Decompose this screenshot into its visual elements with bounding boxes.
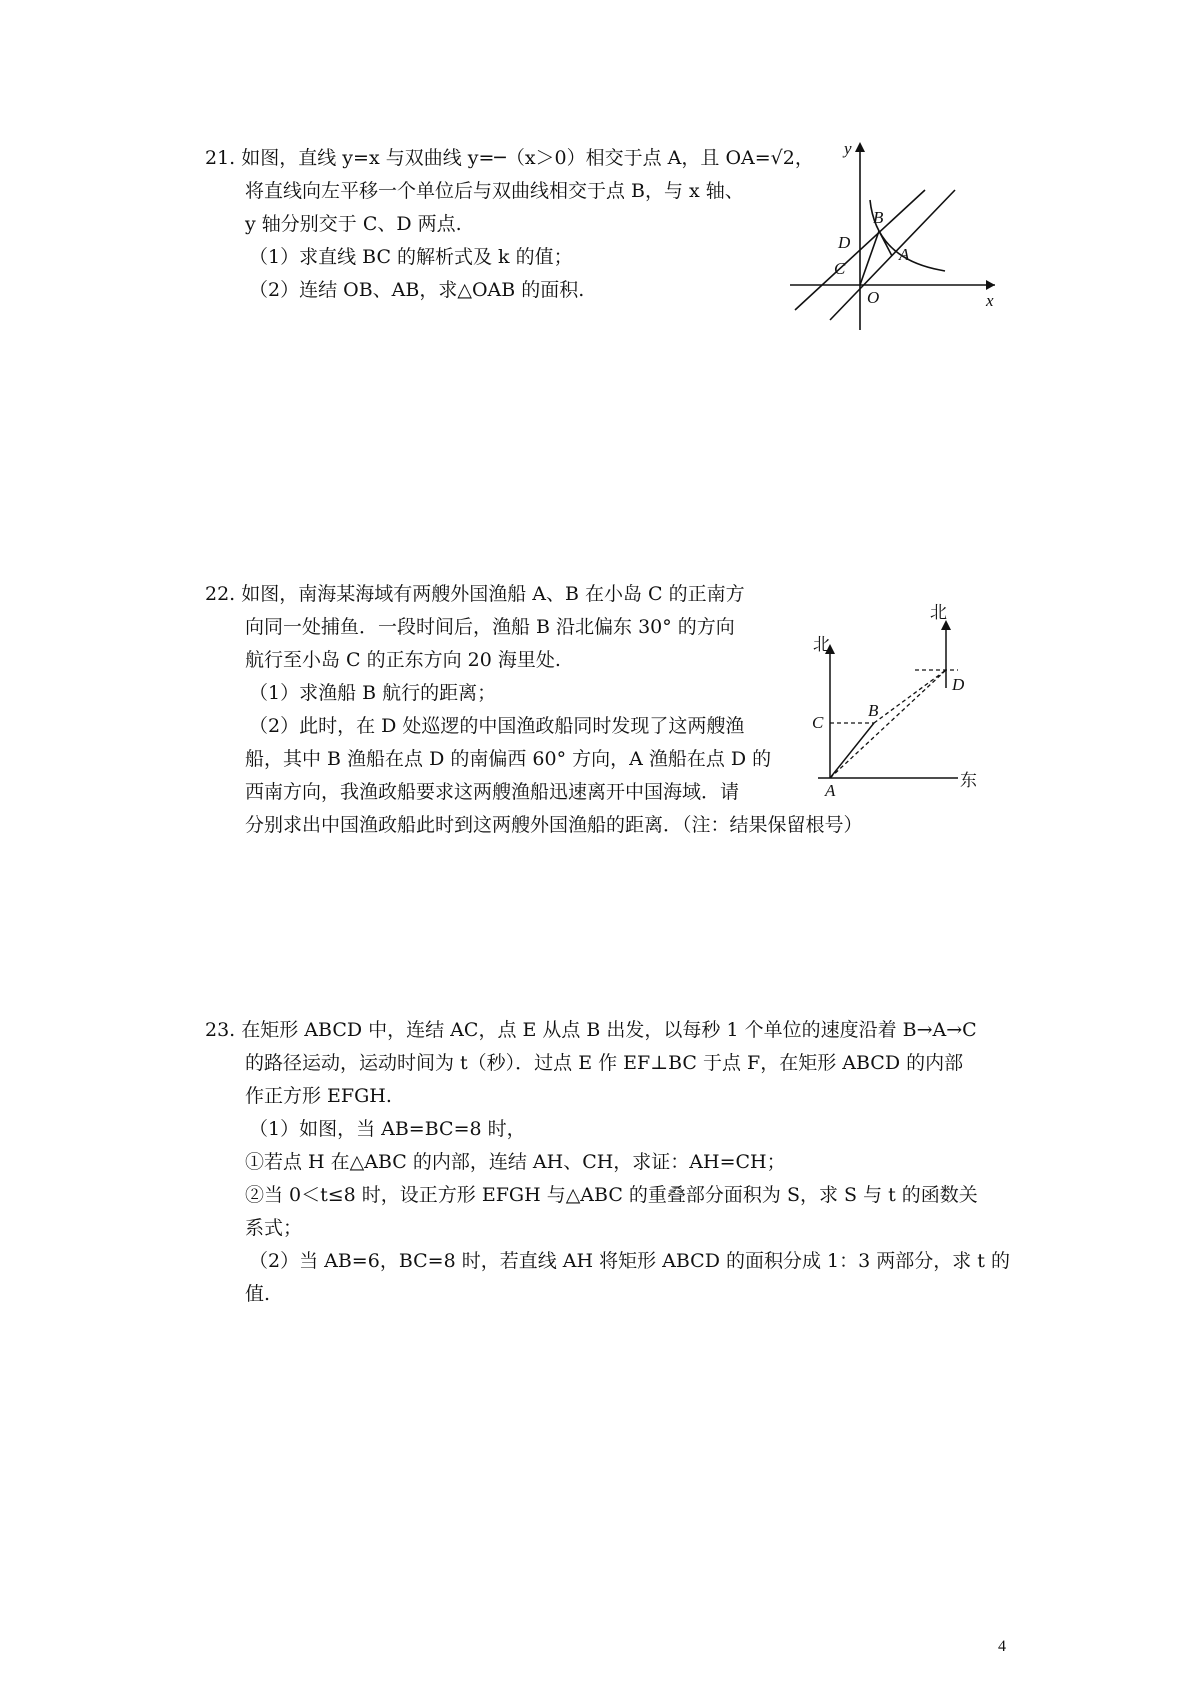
q21-figure <box>790 140 1005 340</box>
q22-fig-north-2: 北 <box>930 603 947 623</box>
q21-line-1: 21. 如图，直线 y=x 与双曲线 y=─（x＞0）相交于点 A，且 OA=√2， <box>205 147 814 169</box>
q22-fig-label-b: B <box>868 701 879 720</box>
q23-line-8: （2）当 AB=6，BC=8 时，若直线 AH 将矩形 ABCD 的面积分成 1：3 两部分，求 t 的 <box>249 1250 1010 1272</box>
q21-fig-y-axis-label: y <box>844 139 852 158</box>
question-23 <box>205 1014 1010 1311</box>
q23-line-5: ①若点 H 在△ABC 的内部，连结 AH、CH，求证：AH=CH； <box>245 1151 786 1173</box>
q21-line-3: y 轴分别交于 C、D 两点. <box>245 213 462 235</box>
q23-line-2: 的路径运动，运动时间为 t（秒）．过点 E 作 EF⊥BC 于点 F，在矩形 ABCD 的内部 <box>245 1052 964 1074</box>
q21-line-4: （1）求直线 BC 的解析式及 k 的值； <box>249 246 573 268</box>
q21-fig-label-b: B <box>873 208 884 227</box>
q22-figure <box>810 603 980 828</box>
q22-fig-north-1: 北 <box>813 635 830 655</box>
q22-line-1: 22. 如图，南海某海域有两艘外国渔船 A、B 在小岛 C 的正南方 <box>205 583 745 605</box>
q23-line-6: ②当 0＜t≤8 时，设正方形 EFGH 与△ABC 的重叠部分面积为 S，求 S 与 t 的函数关 <box>245 1184 978 1206</box>
q21-line-2: 将直线向左平移一个单位后与双曲线相交于点 B，与 x 轴、 <box>245 180 744 202</box>
q22-line-6: 船，其中 B 渔船在点 D 的南偏西 60° 方向，A 渔船在点 D 的 <box>245 748 772 770</box>
question-21 <box>205 142 814 307</box>
q23-line-7: 系式； <box>245 1217 303 1239</box>
q22-line-7: 西南方向，我渔政船要求这两艘渔船迅速离开中国海域．请 <box>245 781 740 803</box>
q22-line-8: 分别求出中国渔政船此时到这两艘外国渔船的距离．（注：结果保留根号） <box>245 814 863 836</box>
q23-line-3: 作正方形 EFGH. <box>245 1085 392 1107</box>
q22-fig-label-a: A <box>825 781 836 800</box>
q21-fig-label-d: D <box>838 233 851 252</box>
q22-fig-east: 东 <box>960 771 977 791</box>
q21-fig-label-o: O <box>867 288 880 307</box>
q21-fig-label-a: A <box>899 245 910 264</box>
q22-line-5: （2）此时，在 D 处巡逻的中国渔政船同时发现了这两艘渔 <box>249 715 745 737</box>
q22-line-3: 航行至小岛 C 的正东方向 20 海里处. <box>245 649 561 671</box>
q21-fig-label-x-axis-c: C <box>834 259 846 278</box>
q21-fig-x-axis-label: x <box>986 291 994 310</box>
q22-fig-label-d: D <box>952 675 965 694</box>
q23-line-4: （1）如图，当 AB=BC=8 时， <box>249 1118 526 1140</box>
q22-fig-label-c: C <box>812 713 824 732</box>
q23-line-9: 值. <box>245 1283 271 1305</box>
q22-line-2: 向同一处捕鱼．一段时间后，渔船 B 沿北偏东 30° 的方向 <box>245 616 735 638</box>
q22-line-4: （1）求渔船 B 航行的距离； <box>249 682 497 704</box>
q23-line-1: 23. 在矩形 ABCD 中，连结 AC，点 E 从点 B 出发，以每秒 1 个单位的速度沿着 B→A→C <box>205 1019 977 1041</box>
question-22 <box>205 578 863 842</box>
page-number: 4 <box>998 1638 1006 1655</box>
q21-line-5: （2）连结 OB、AB，求△OAB 的面积. <box>249 279 585 301</box>
